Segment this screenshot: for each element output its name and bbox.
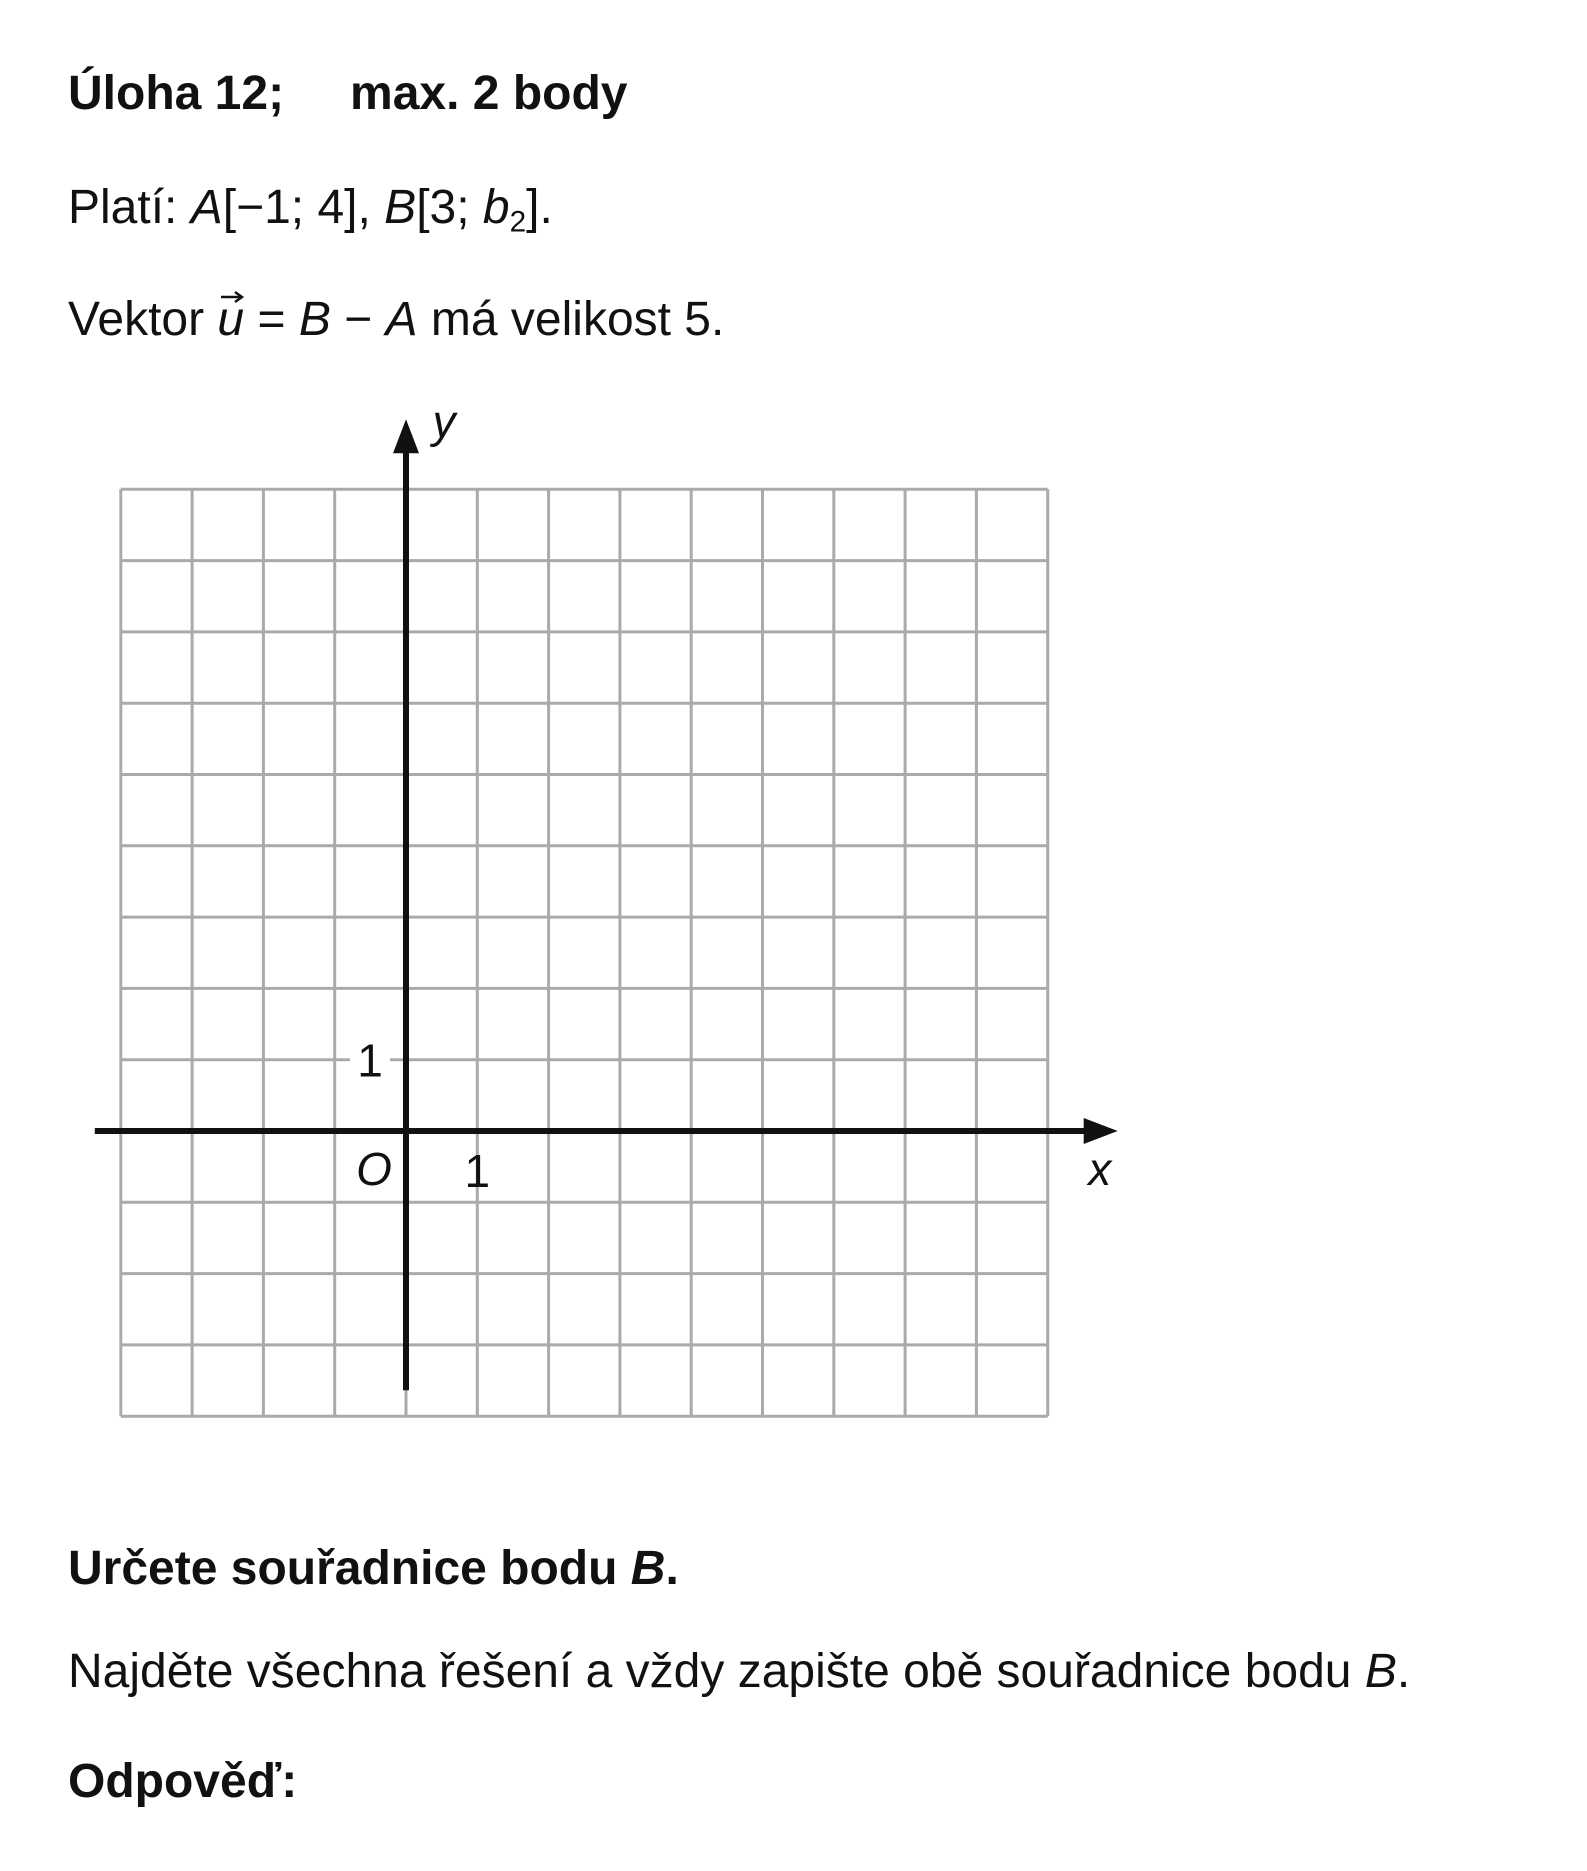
vector-minus: − <box>330 293 386 346</box>
task-points: max. 2 body <box>350 67 628 120</box>
x-axis-label: x <box>1088 1143 1112 1195</box>
vector-a: A <box>385 293 418 346</box>
y-axis-arrow-icon <box>393 419 419 453</box>
given-prefix: Platí: <box>68 181 191 234</box>
vector-equals: = <box>244 293 299 346</box>
task-question-text: Určete souřadnice bodu <box>68 1542 631 1595</box>
task-question-end: . <box>665 1542 679 1595</box>
task-question <box>68 1542 679 1595</box>
y-unit-label: 1 <box>357 1034 383 1087</box>
given-separator: , <box>357 181 385 234</box>
axis-labels <box>350 395 1113 1197</box>
point-b-var: b <box>482 181 510 234</box>
x-axis-arrow-icon <box>1084 1118 1118 1144</box>
point-b-name: B <box>384 181 417 234</box>
vector-name: u <box>217 293 245 346</box>
instruction-var: B <box>1364 1645 1397 1698</box>
answer-label: Odpověď: <box>68 1755 298 1808</box>
task-number: Úloha 12; <box>68 67 285 120</box>
task-instruction <box>68 1645 1411 1698</box>
task-question-var: B <box>630 1542 666 1595</box>
origin-label: O <box>356 1143 392 1195</box>
point-a-coords: [−1; 4] <box>222 181 358 234</box>
grid-lines <box>121 489 1048 1416</box>
point-b-close: ]. <box>526 181 553 234</box>
vector-b: B <box>298 293 331 346</box>
vector-prefix: Vektor <box>68 293 218 346</box>
point-a-name: A <box>190 181 223 234</box>
instruction-text: Najděte všechna řešení a vždy zapište obě souřadnice bodu <box>68 1645 1365 1698</box>
axes <box>95 419 1118 1390</box>
y-axis-label: y <box>432 395 456 448</box>
point-b-sub: 2 <box>509 205 527 239</box>
point-b-open: [3; <box>416 181 483 234</box>
vector-suffix: má velikost 5. <box>417 293 725 346</box>
instruction-end: . <box>1396 1645 1411 1698</box>
x-unit-label: 1 <box>464 1145 491 1197</box>
